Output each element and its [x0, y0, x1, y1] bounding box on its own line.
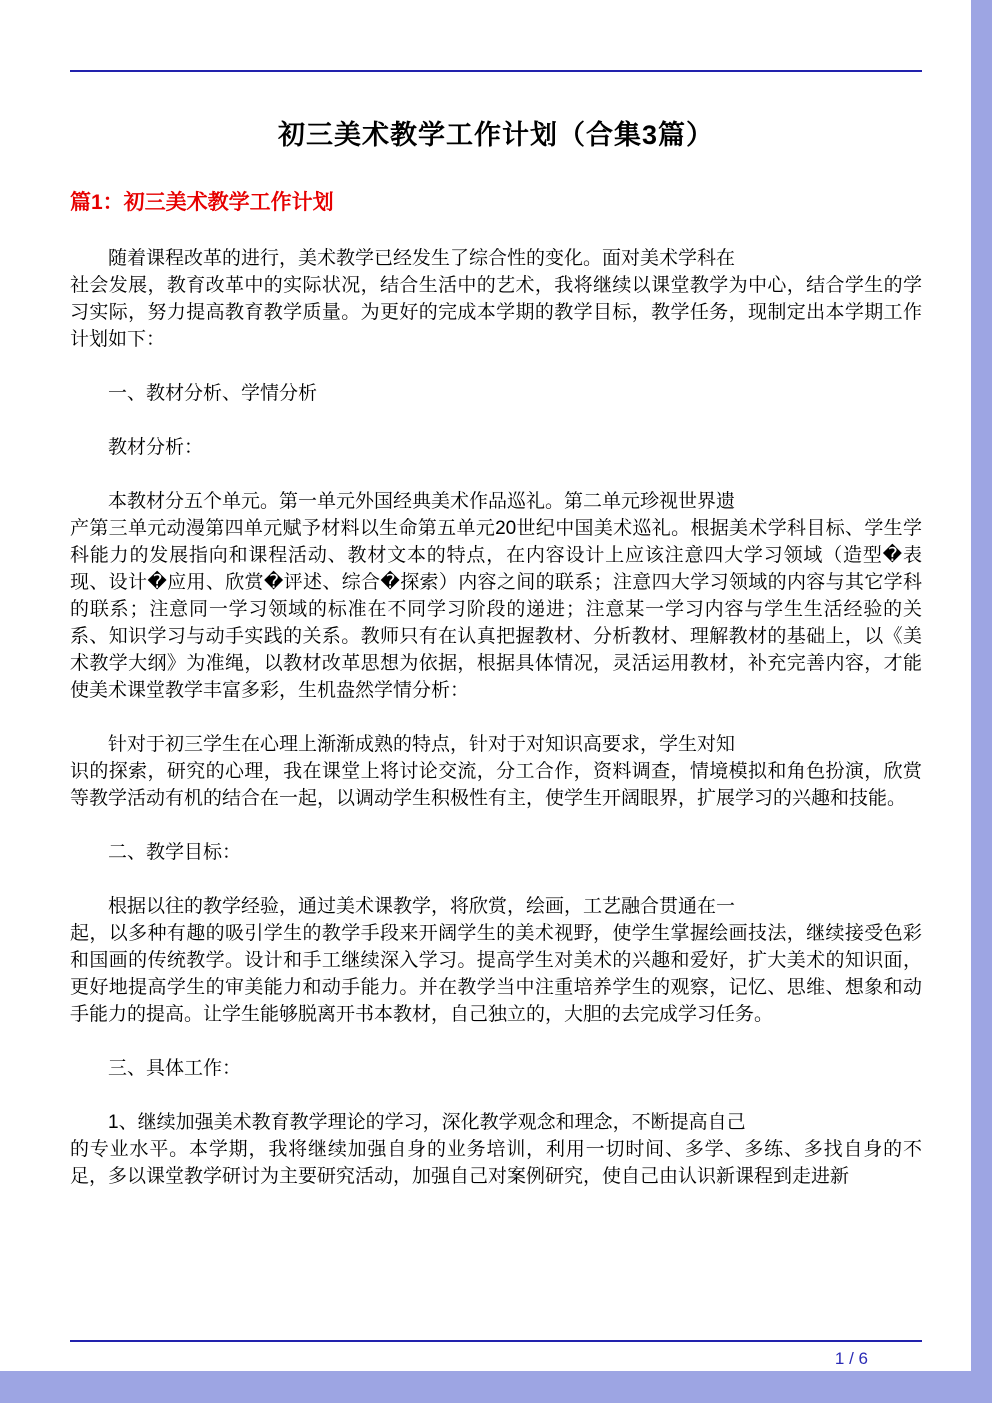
- document-title: 初三美术教学工作计划（合集3篇）: [277, 120, 714, 150]
- paragraph-lead: 一、教材分析、学情分析: [108, 383, 318, 404]
- header-rule: [70, 70, 922, 72]
- paragraph-rest: 起，以多种有趣的吸引学生的教学手段来开阔学生的美术视野，使学生掌握绘画技法，继续接受色彩和国画的传统教学。设计和手工继续深入学习。提高学生对美术的兴趣和爱好，扩大美术的知识面，更好地提高学生的审美能力和动手能力。并在教学当中注重培养学生的观察，记忆、思维、想象和动手能力的提高。让学生能够脱离开书本教材，自己独立的，大胆的去完成学习任务。: [70, 923, 922, 1025]
- paragraph-lead: 针对于初三学生在心理上渐渐成熟的特点，针对于对知识高要求，学生对知: [108, 734, 736, 755]
- paragraph-lead: 本教材分五个单元。第一单元外国经典美术作品巡礼。第二单元珍视世界遗: [108, 491, 736, 512]
- paragraph-rest: 的专业水平。本学期，我将继续加强自身的业务培训，利用一切时间、多学、多练、多找自身的不足，多以课堂教学研讨为主要研究活动，加强自己对案例研究，使自己由认识新课程到走进新: [70, 1139, 922, 1187]
- body-paragraph: [70, 839, 922, 866]
- paragraph-lead: 1、继续加强美术教育教学理论的学习，深化教学观念和理念，不断提高自己: [108, 1112, 746, 1133]
- footer-rule: [70, 1340, 922, 1342]
- body-paragraph: [70, 488, 922, 704]
- body-paragraph: [70, 434, 922, 461]
- section-heading: 篇1：初三美术教学工作计划: [70, 191, 334, 214]
- paragraph-lead: 二、教学目标：: [108, 842, 242, 863]
- paragraph-rest: 产第三单元动漫第四单元赋予材料以生命第五单元20世纪中国美术巡礼。根据美术学科目标、学生学科能力的发展指向和课程活动、教材文本的特点，在内容设计上应该注意四大学习领域（造型�表现、设计�应用、欣赏�评述、综合�探索）内容之间的联系；注意四大学习领域的内容与其它学科的联系；注意同一学习领域的标准在不同学习阶段的递进；注意某一学习内容与学生生活经验的关系、知识学习与动手实践的关系。教师只有在认真把握教材、分析教材、理解教材的基础上，以《美术教学大纲》为准绳，以教材改革思想为依据，根据具体情况，灵活运用教材，补充完善内容，才能使美术课堂教学丰富多彩，生机盎然学情分析：: [70, 518, 922, 701]
- body-paragraph: [70, 1109, 922, 1190]
- body-paragraph: [70, 380, 922, 407]
- page-edge-strip-bottom: [0, 1371, 992, 1403]
- paragraph-lead: 三、具体工作：: [108, 1058, 242, 1079]
- paragraph-lead: 随着课程改革的进行，美术教学已经发生了综合性的变化。面对美术学科在: [108, 248, 736, 269]
- paragraph-lead: 教材分析：: [108, 437, 204, 458]
- body-paragraph: [70, 1055, 922, 1082]
- body-paragraph: [70, 731, 922, 812]
- paragraph-rest: 社会发展，教育改革中的实际状况，结合生活中的艺术，我将继续以课堂教学为中心，结合学生的学习实际，努力提高教育教学质量。为更好的完成本学期的教学目标，教学任务，现制定出本学期工作计划如下：: [70, 275, 922, 350]
- paragraph-lead: 根据以往的教学经验，通过美术课教学，将欣赏，绘画，工艺融合贯通在一: [108, 896, 736, 917]
- page-number: 1 / 6: [834, 1349, 868, 1368]
- body-paragraph: [70, 893, 922, 1028]
- paragraph-rest: 识的探索，研究的心理，我在课堂上将讨论交流，分工合作，资料调查，情境模拟和角色扮演，欣赏等教学活动有机的结合在一起，以调动学生积极性有主，使学生开阔眼界，扩展学习的兴趣和技能。: [70, 761, 922, 809]
- page-edge-strip-right: [971, 0, 992, 1403]
- page-content: [70, 0, 922, 1190]
- body-paragraph: [70, 245, 922, 353]
